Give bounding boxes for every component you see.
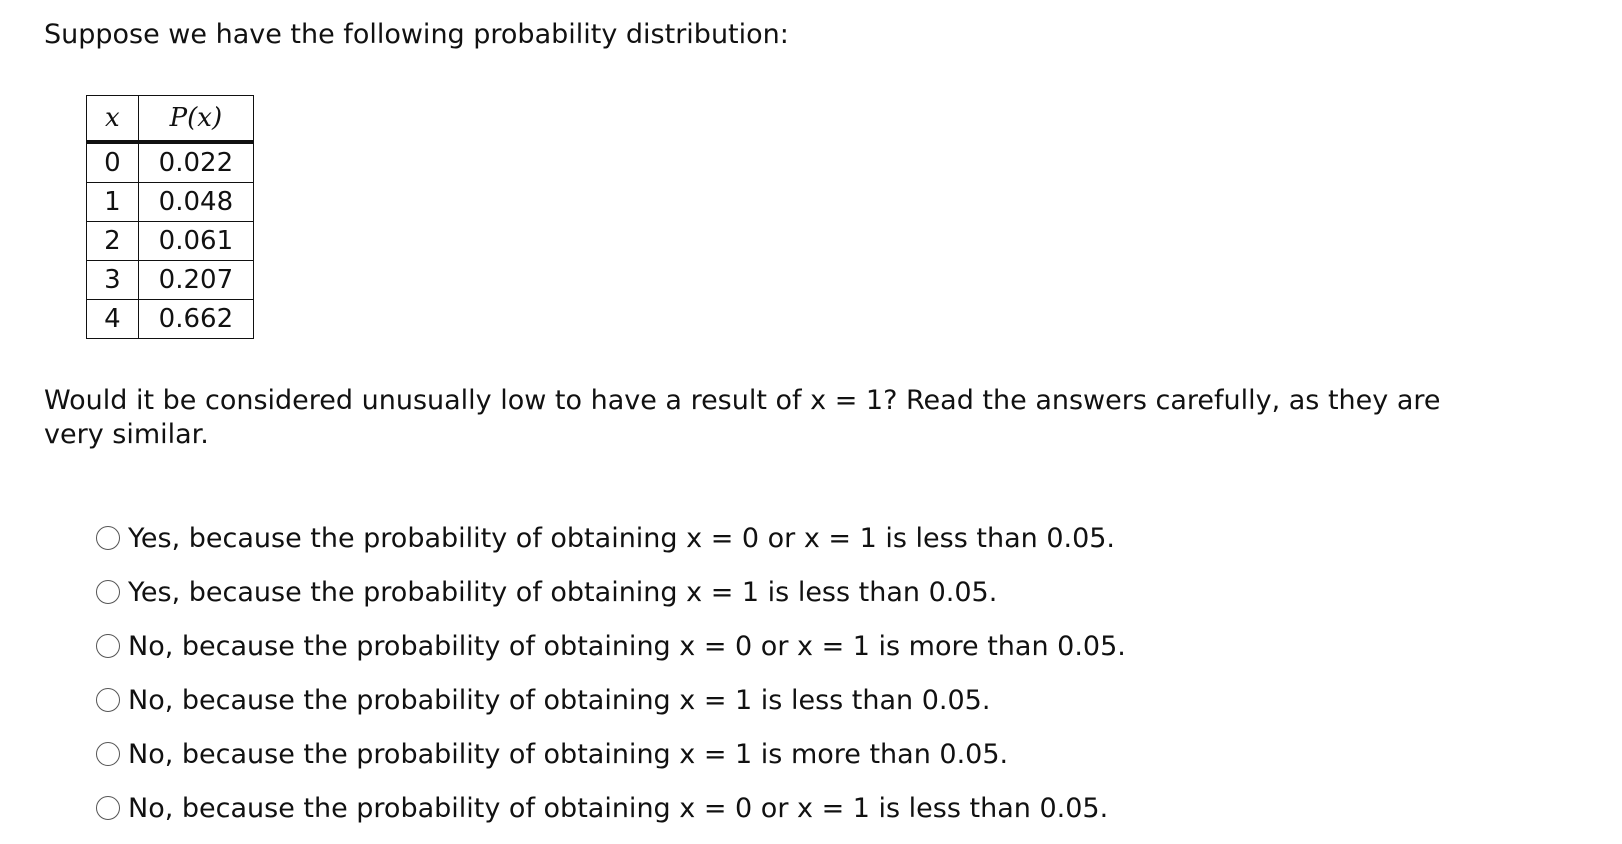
- intro-text: Suppose we have the following probability distribution:: [44, 19, 789, 50]
- table-row: [87, 261, 254, 300]
- table-header-row: [87, 96, 254, 143]
- cell-x: 0: [87, 142, 139, 183]
- answer-option-2[interactable]: [96, 565, 1126, 619]
- radio-button[interactable]: [96, 526, 120, 550]
- answer-option-6[interactable]: [96, 781, 1126, 835]
- cell-p: 0.207: [138, 261, 253, 300]
- answer-option-label: Yes, because the probability of obtaining x = 0 or x = 1 is less than 0.05.: [128, 522, 1116, 554]
- answer-option-label: No, because the probability of obtaining x = 1 is less than 0.05.: [128, 684, 991, 716]
- radio-button[interactable]: [96, 634, 120, 658]
- probability-table: [86, 95, 254, 339]
- table-row: [87, 222, 254, 261]
- answer-option-label: No, because the probability of obtaining x = 1 is more than 0.05.: [128, 738, 1009, 770]
- cell-x: 1: [87, 183, 139, 222]
- answer-option-label: No, because the probability of obtaining x = 0 or x = 1 is more than 0.05.: [128, 630, 1126, 662]
- header-x: x: [87, 96, 139, 143]
- question-text: Would it be considered unusually low to have a result of x = 1? Read the answers carefully, as they are very similar.: [44, 385, 1441, 450]
- radio-button[interactable]: [96, 796, 120, 820]
- answer-option-label: Yes, because the probability of obtaining x = 1 is less than 0.05.: [128, 576, 998, 608]
- cell-p: 0.662: [138, 300, 253, 339]
- cell-p: 0.022: [138, 142, 253, 183]
- radio-button[interactable]: [96, 742, 120, 766]
- radio-button[interactable]: [96, 580, 120, 604]
- radio-button[interactable]: [96, 688, 120, 712]
- answer-option-5[interactable]: [96, 727, 1126, 781]
- table-row: [87, 183, 254, 222]
- answer-options: [96, 511, 1126, 835]
- cell-x: 4: [87, 300, 139, 339]
- answer-option-1[interactable]: [96, 511, 1126, 565]
- answer-option-label: No, because the probability of obtaining x = 0 or x = 1 is less than 0.05.: [128, 792, 1109, 824]
- table-row: [87, 142, 254, 183]
- cell-x: 2: [87, 222, 139, 261]
- cell-x: 3: [87, 261, 139, 300]
- header-px: P(x): [138, 96, 253, 143]
- answer-option-4[interactable]: [96, 673, 1126, 727]
- answer-option-3[interactable]: [96, 619, 1126, 673]
- table-row: [87, 300, 254, 339]
- cell-p: 0.061: [138, 222, 253, 261]
- cell-p: 0.048: [138, 183, 253, 222]
